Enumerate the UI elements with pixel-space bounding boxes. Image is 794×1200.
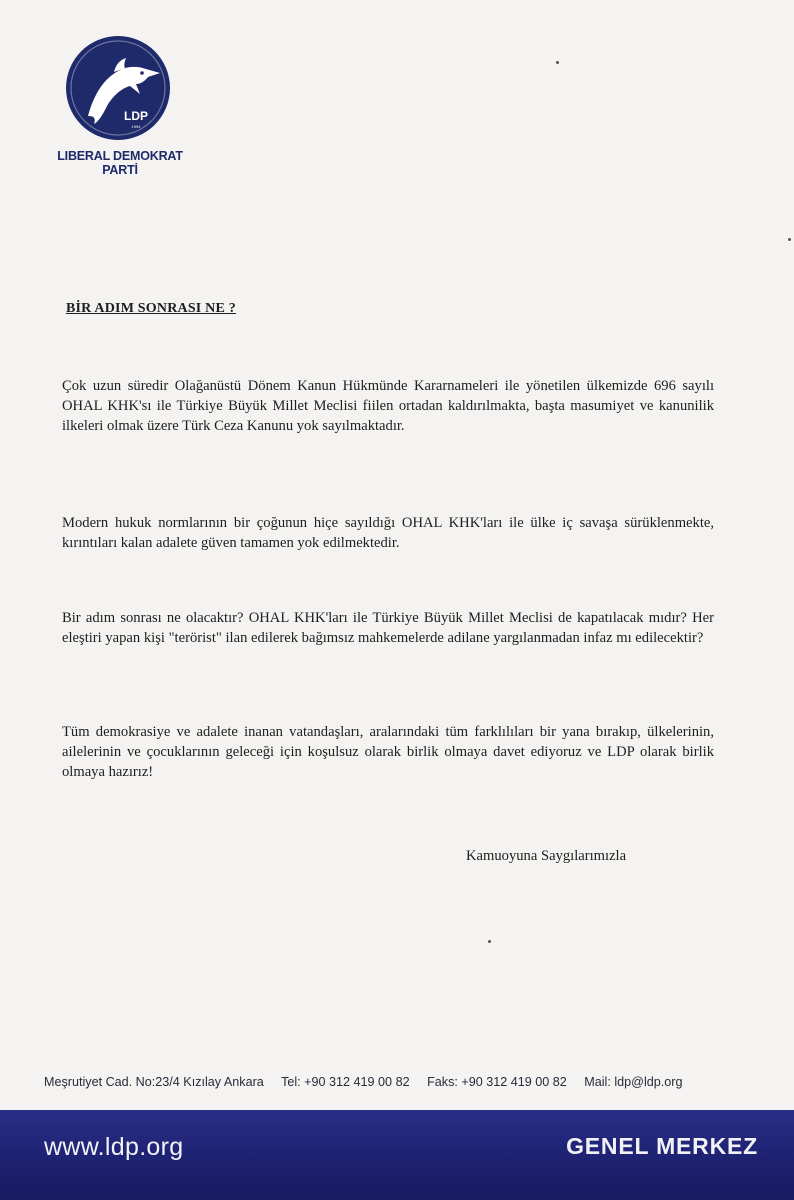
address-text: Meşrutiyet Cad. No:23/4 Kızılay Ankara [44, 1075, 264, 1089]
fax-text: Faks: +90 312 419 00 82 [427, 1075, 567, 1089]
dolphin-icon [64, 28, 172, 148]
paragraph-2: Modern hukuk normlarının bir çoğunun hiçe sayıldığı OHAL KHK'ları ile ülke iç savaşa sürüklenmekte, kırıntıları kalan adalete güven tamamen yok edilmektedir. [62, 515, 714, 551]
mail-text: Mail: ldp@ldp.org [584, 1075, 683, 1089]
headquarters-label: GENEL MERKEZ [566, 1133, 758, 1159]
contact-line [44, 1075, 682, 1089]
paragraph-3: Bir adım sonrası ne olacaktır? OHAL KHK'ları ile Türkiye Büyük Millet Meclisi de kapatılacak mıdır? Her eleştiri yapan kişi "terörist" ilan edilerek bağımsız mahkemelerde adilane yargılanmadan infaz mı edilecektir? [62, 610, 714, 646]
website-link[interactable]: www.ldp.org [44, 1133, 184, 1161]
document-title: BİR ADIM SONRASI NE ? [66, 301, 236, 316]
phone-text: Tel: +90 312 419 00 82 [281, 1075, 410, 1089]
paper-speck [488, 940, 491, 943]
party-name [52, 149, 188, 177]
party-name-line2: PARTİ [102, 163, 138, 177]
paragraph-4: Tüm demokrasiye ve adalete inanan vatandaşları, aralarındaki tüm farklılıları bir yana bırakıp, ülkelerinin, ailelerinin ve çocuklarının geleceği için koşulsuz olarak birlik olmaya davet ediyoruz ve LDP olarak birlik olmaya hazırız! [62, 724, 714, 780]
logo-year: 1994 [131, 124, 141, 129]
party-name-line1: LIBERAL DEMOKRAT [57, 149, 183, 163]
paper-speck [788, 238, 791, 241]
logo-abbreviation: LDP [124, 109, 148, 123]
closing-salutation: Kamuoyuna Saygılarımızla [466, 848, 627, 864]
paper-speck [556, 61, 559, 64]
paragraph-1: Çok uzun süredir Olağanüstü Dönem Kanun Hükmünde Kararnameleri ile yönetilen ülkemizde 696 sayılı OHAL KHK'sı ile Türkiye Büyük Millet Meclisi fiilen ortadan kaldırılmakta, başta masumiyet ve kanunilik ilkeleri olmak üzere Türk Ceza Kanunu yok sayılmaktadır. [62, 378, 714, 434]
